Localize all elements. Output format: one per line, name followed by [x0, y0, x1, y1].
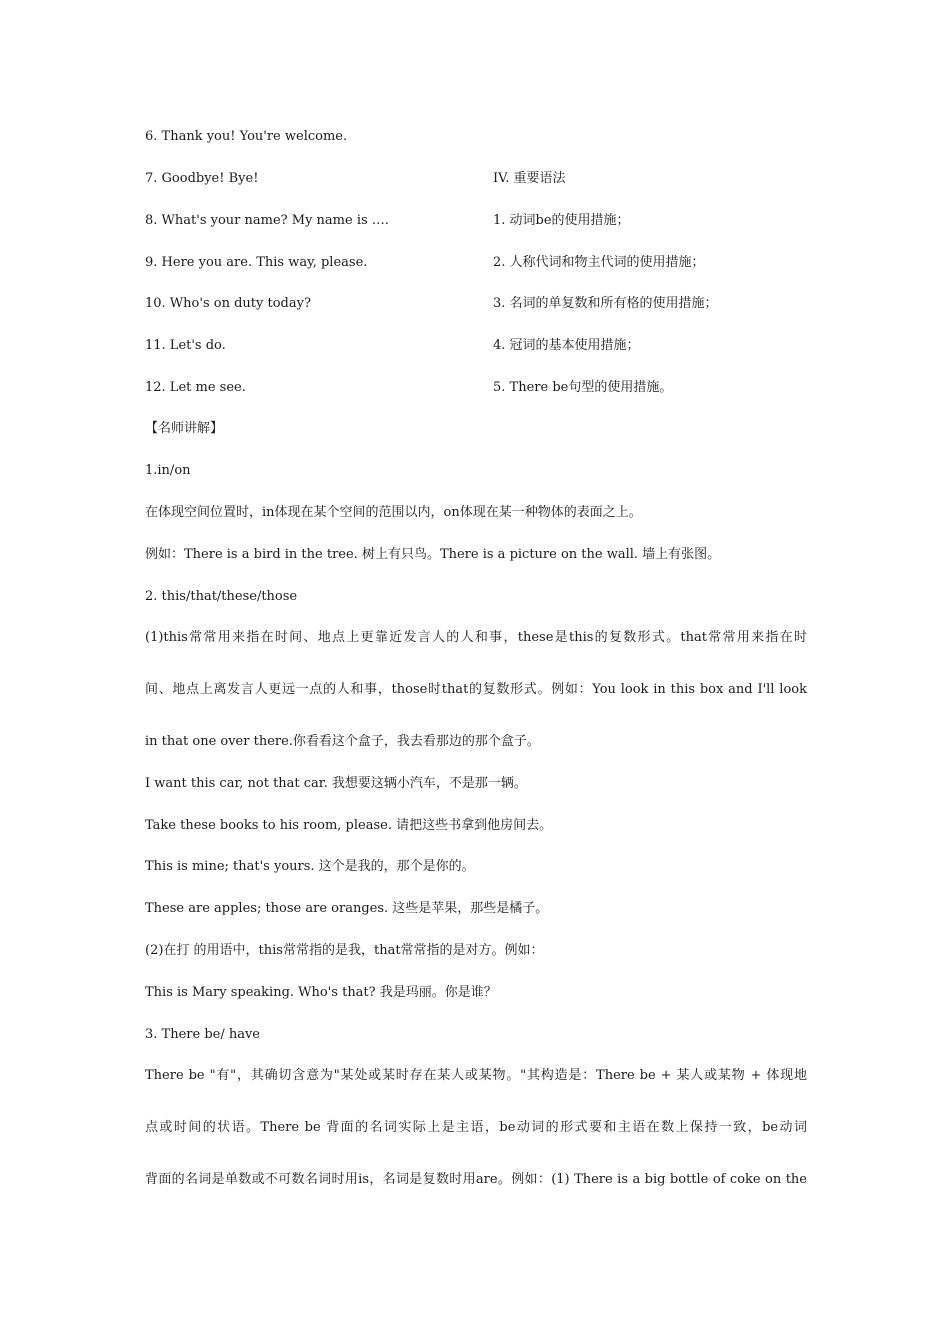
section-2-paragraph-2: (2)在打 的用语中，this常常指的是我，that常常指的是对方。例如： [145, 943, 544, 958]
phrase-10: 10. Who's on duty today? [145, 296, 311, 311]
phrase-12: 12. Let me see. [145, 380, 246, 395]
section-3-paragraph-line-3: 背面的名词是单数或不可数名词时用is，名词是复数时用are。例如：(1) There is a big bottle of coke on the [145, 1172, 807, 1187]
section-1-title: 1.in/on [145, 463, 191, 478]
grammar-item-4: 4. 冠词的基本使用措施； [493, 338, 640, 353]
phrase-6: 6. Thank you! You're welcome. [145, 129, 348, 144]
section-2-example-4: These are apples; those are oranges. 这些是苹果，那些是橘子。 [145, 901, 549, 916]
grammar-item-5: 5. There be句型的使用措施。 [493, 380, 673, 395]
phrase-11: 11. Let's do. [145, 338, 226, 353]
grammar-heading: IV. 重要语法 [493, 171, 566, 186]
grammar-item-2: 2. 人称代词和物主代词的使用措施； [493, 255, 705, 270]
section-2-title: 2. this/that/these/those [145, 589, 298, 604]
section-1-paragraph: 在体现空间位置时，in体现在某个空间的范围以内，on体现在某一种物体的表面之上。 [145, 505, 642, 520]
section-3-title: 3. There be/ have [145, 1027, 261, 1042]
section-2-example-3: This is mine; that's yours. 这个是我的，那个是你的。 [145, 859, 475, 874]
phrase-7: 7. Goodbye! Bye! [145, 171, 259, 186]
section-2-paragraph-line-2: 间、地点上离发言人更远一点的人和事，those时that的复数形式。例如：You look in this box and I'll look [145, 682, 807, 697]
lecture-heading: 【名师讲解】 [145, 421, 224, 436]
grammar-item-1: 1. 动词be的使用措施； [493, 213, 630, 228]
section-1-example: 例如：There is a bird in the tree. 树上有只鸟。There is a picture on the wall. 墙上有张图。 [145, 547, 721, 562]
section-3-paragraph-line-1: There be "有"，其确切含意为"某处或某时存在某人或某物。"其构造是：There be + 某人或某物 + 体现地 [145, 1068, 807, 1083]
section-2-example-2: Take these books to his room, please. 请把这些书拿到他房间去。 [145, 818, 553, 833]
grammar-item-3: 3. 名词的单复数和所有格的使用措施； [493, 296, 718, 311]
section-2-paragraph-line-1: (1)this常常用来指在时间、地点上更靠近发言人的人和事，these是this的复数形式。that常常用来指在时 [145, 630, 807, 645]
phrase-8: 8. What's your name? My name is …. [145, 213, 389, 228]
section-2-example-5: This is Mary speaking. Who's that? 我是玛丽。你是谁？ [145, 985, 497, 1000]
section-2-paragraph-line-3: in that one over there.你看看这个盒子，我去看那边的那个盒子。 [145, 734, 540, 749]
section-2-example-1: I want this car, not that car. 我想要这辆小汽车，不是那一辆。 [145, 776, 527, 791]
section-3-paragraph-line-2: 点或时间的状语。There be 背面的名词实际上是主语，be动词的形式要和主语在数上保持一致，be动词 [145, 1120, 807, 1135]
phrase-9: 9. Here you are. This way, please. [145, 255, 368, 270]
